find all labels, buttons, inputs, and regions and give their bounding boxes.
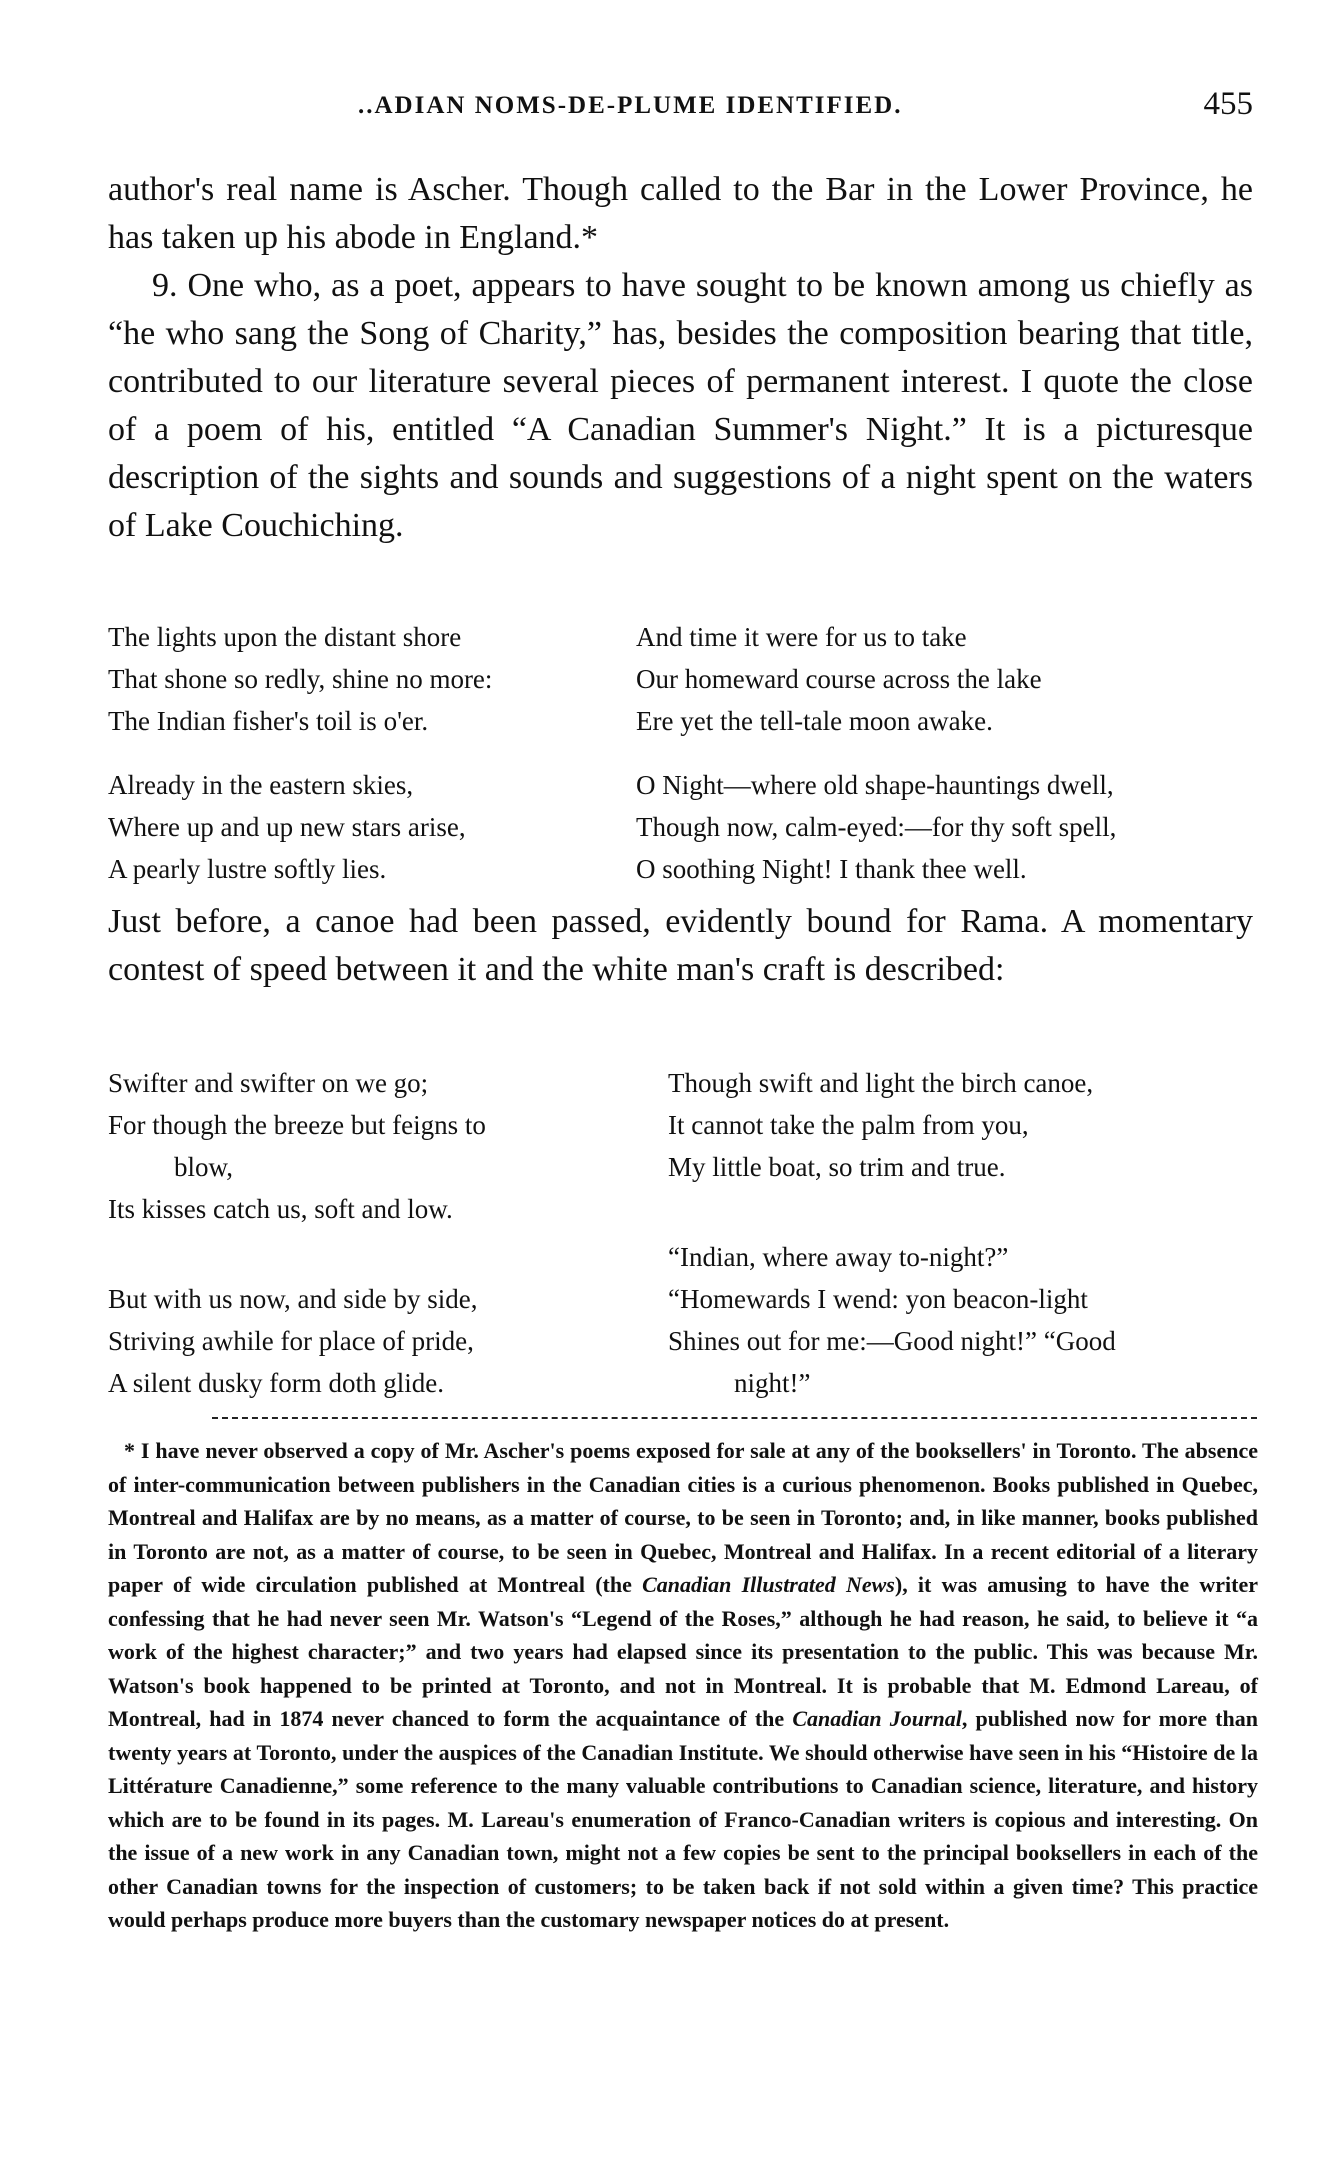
poem1-left-stanza-1 — [108, 616, 492, 742]
paragraph-9: 9. One who, as a poet, appears to have sought to be known among us chiefly as “he who sang the Song of Charity,” has, besides the composition bearing that title, contributed to our literature several pieces of permanent interest. I quote the close of a poem of his, entitled “A Canadian Summer's Night.” It is a picturesque description of the sights and sounds and suggestions of a night spent on the waters of Lake Couchiching. — [108, 267, 1253, 544]
verse-line: The Indian fisher's toil is o'er. — [108, 706, 429, 736]
footnote-text-part: * I have never observed a copy of Mr. Ascher's poems exposed for sale at any of the booksellers' in Toronto. The absence of inter-communication between publishers in the Canadian cities is a curious phenomenon. Books published in Quebec, Montreal and Halifax are by no means, as a matter of course, to be seen in Toronto; and, in like manner, books published in Toronto are not, as a matter of course, to be seen in Quebec, Montreal and Halifax. In a recent editorial of a literary paper of wide circulation published at Montreal (the — [108, 1438, 1258, 1597]
verse-line: “Homewards I wend: yon beacon-light — [668, 1284, 1088, 1314]
page-number: 455 — [1203, 86, 1253, 122]
running-head — [108, 86, 1253, 126]
paragraph-continuation: author's real name is Ascher. Though called to the Bar in the Lower Province, he has taken up his abode in England.* — [108, 171, 1253, 256]
poem1-right-stanza-2 — [636, 764, 1116, 890]
poem2-left-stanza-1 — [108, 1062, 486, 1230]
body-text-middle — [108, 898, 1253, 994]
verse-line: Though now, calm-eyed:—for thy soft spell, — [636, 812, 1117, 842]
poem1-left-stanza-2 — [108, 764, 466, 890]
verse-line: Striving awhile for place of pride, — [108, 1326, 474, 1356]
footnote-text — [108, 1434, 1258, 1937]
verse-line: For though the breeze but feigns to — [108, 1110, 486, 1140]
verse-line: My little boat, so trim and true. — [668, 1152, 1006, 1182]
verse-line: O Night—where old shape-hauntings dwell, — [636, 770, 1114, 800]
verse-line: Its kisses catch us, soft and low. — [108, 1194, 453, 1224]
poem2-right-stanza-2 — [668, 1236, 1116, 1404]
poem2-left-stanza-2 — [108, 1278, 477, 1404]
footnote-italic-title: Canadian Illustrated News — [642, 1572, 895, 1597]
verse-line: But with us now, and side by side, — [108, 1284, 478, 1314]
footnote — [108, 1434, 1258, 1937]
footnote-text-part: ), it was amusing to have the writer confessing that he had never seen Mr. Watson's “Legend of the Roses,” although he had reason, he said, to believe it “a work of the highest character;” and two years had elapsed since its presentation to the public. This was because Mr. Watson's book happened to be printed at Toronto, and not in Montreal. It is probable that M. Edmond Lareau, of Montreal, had in 1874 never chanced to form the acquaintance of the — [108, 1572, 1258, 1731]
running-title: ..ADIAN NOMS-DE-PLUME IDENTIFIED. — [358, 92, 903, 119]
poem1-right-stanza-1 — [636, 616, 1042, 742]
verse-line-turnover: blow, — [174, 1152, 233, 1182]
verse-line: Ere yet the tell-tale moon awake. — [636, 706, 993, 736]
verse-line: The lights upon the distant shore — [108, 622, 462, 652]
verse-line: “Indian, where away to-night?” — [668, 1242, 1009, 1272]
paragraph-canoe: Just before, a canoe had been passed, evidently bound for Rama. A momentary contest of speed between it and the white man's craft is described: — [108, 903, 1253, 988]
verse-line: Our homeward course across the lake — [636, 664, 1042, 694]
footnote-italic-title: Canadian Journal — [792, 1706, 962, 1731]
verse-line: Swifter and swifter on we go; — [108, 1068, 429, 1098]
verse-line: And time it were for us to take — [636, 622, 967, 652]
body-text-top — [108, 166, 1253, 550]
poem2-right-stanza-1 — [668, 1062, 1093, 1188]
verse-line: Shines out for me:—Good night!” “Good — [668, 1326, 1116, 1356]
verse-line: Where up and up new stars arise, — [108, 812, 466, 842]
verse-line: That shone so redly, shine no more: — [108, 664, 493, 694]
verse-line-turnover: night!” — [734, 1368, 811, 1398]
verse-line: A pearly lustre softly lies. — [108, 854, 387, 884]
verse-line: Though swift and light the birch canoe, — [668, 1068, 1094, 1098]
footnote-text-part: , published now for more than twenty years at Toronto, under the auspices of the Canadian Institute. We should otherwise have seen in his “Histoire de la Littérature Canadienne,” some reference to the many valuable contributions to Canadian science, literature, and history which are to be found in its pages. M. Lareau's enumeration of Franco-Canadian writers is copious and interesting. On the issue of a new work in any Canadian town, might not a few copies be sent to the principal booksellers in each of the other Canadian towns for the inspection of customers; to be taken back if not sold within a given time? This practice would perhaps produce more buyers than the customary newspaper notices do at present. — [108, 1706, 1258, 1932]
footnote-rule — [212, 1417, 1257, 1419]
verse-line: Already in the eastern skies, — [108, 770, 414, 800]
verse-line: It cannot take the palm from you, — [668, 1110, 1029, 1140]
verse-line: A silent dusky form doth glide. — [108, 1368, 444, 1398]
verse-line: O soothing Night! I thank thee well. — [636, 854, 1027, 884]
